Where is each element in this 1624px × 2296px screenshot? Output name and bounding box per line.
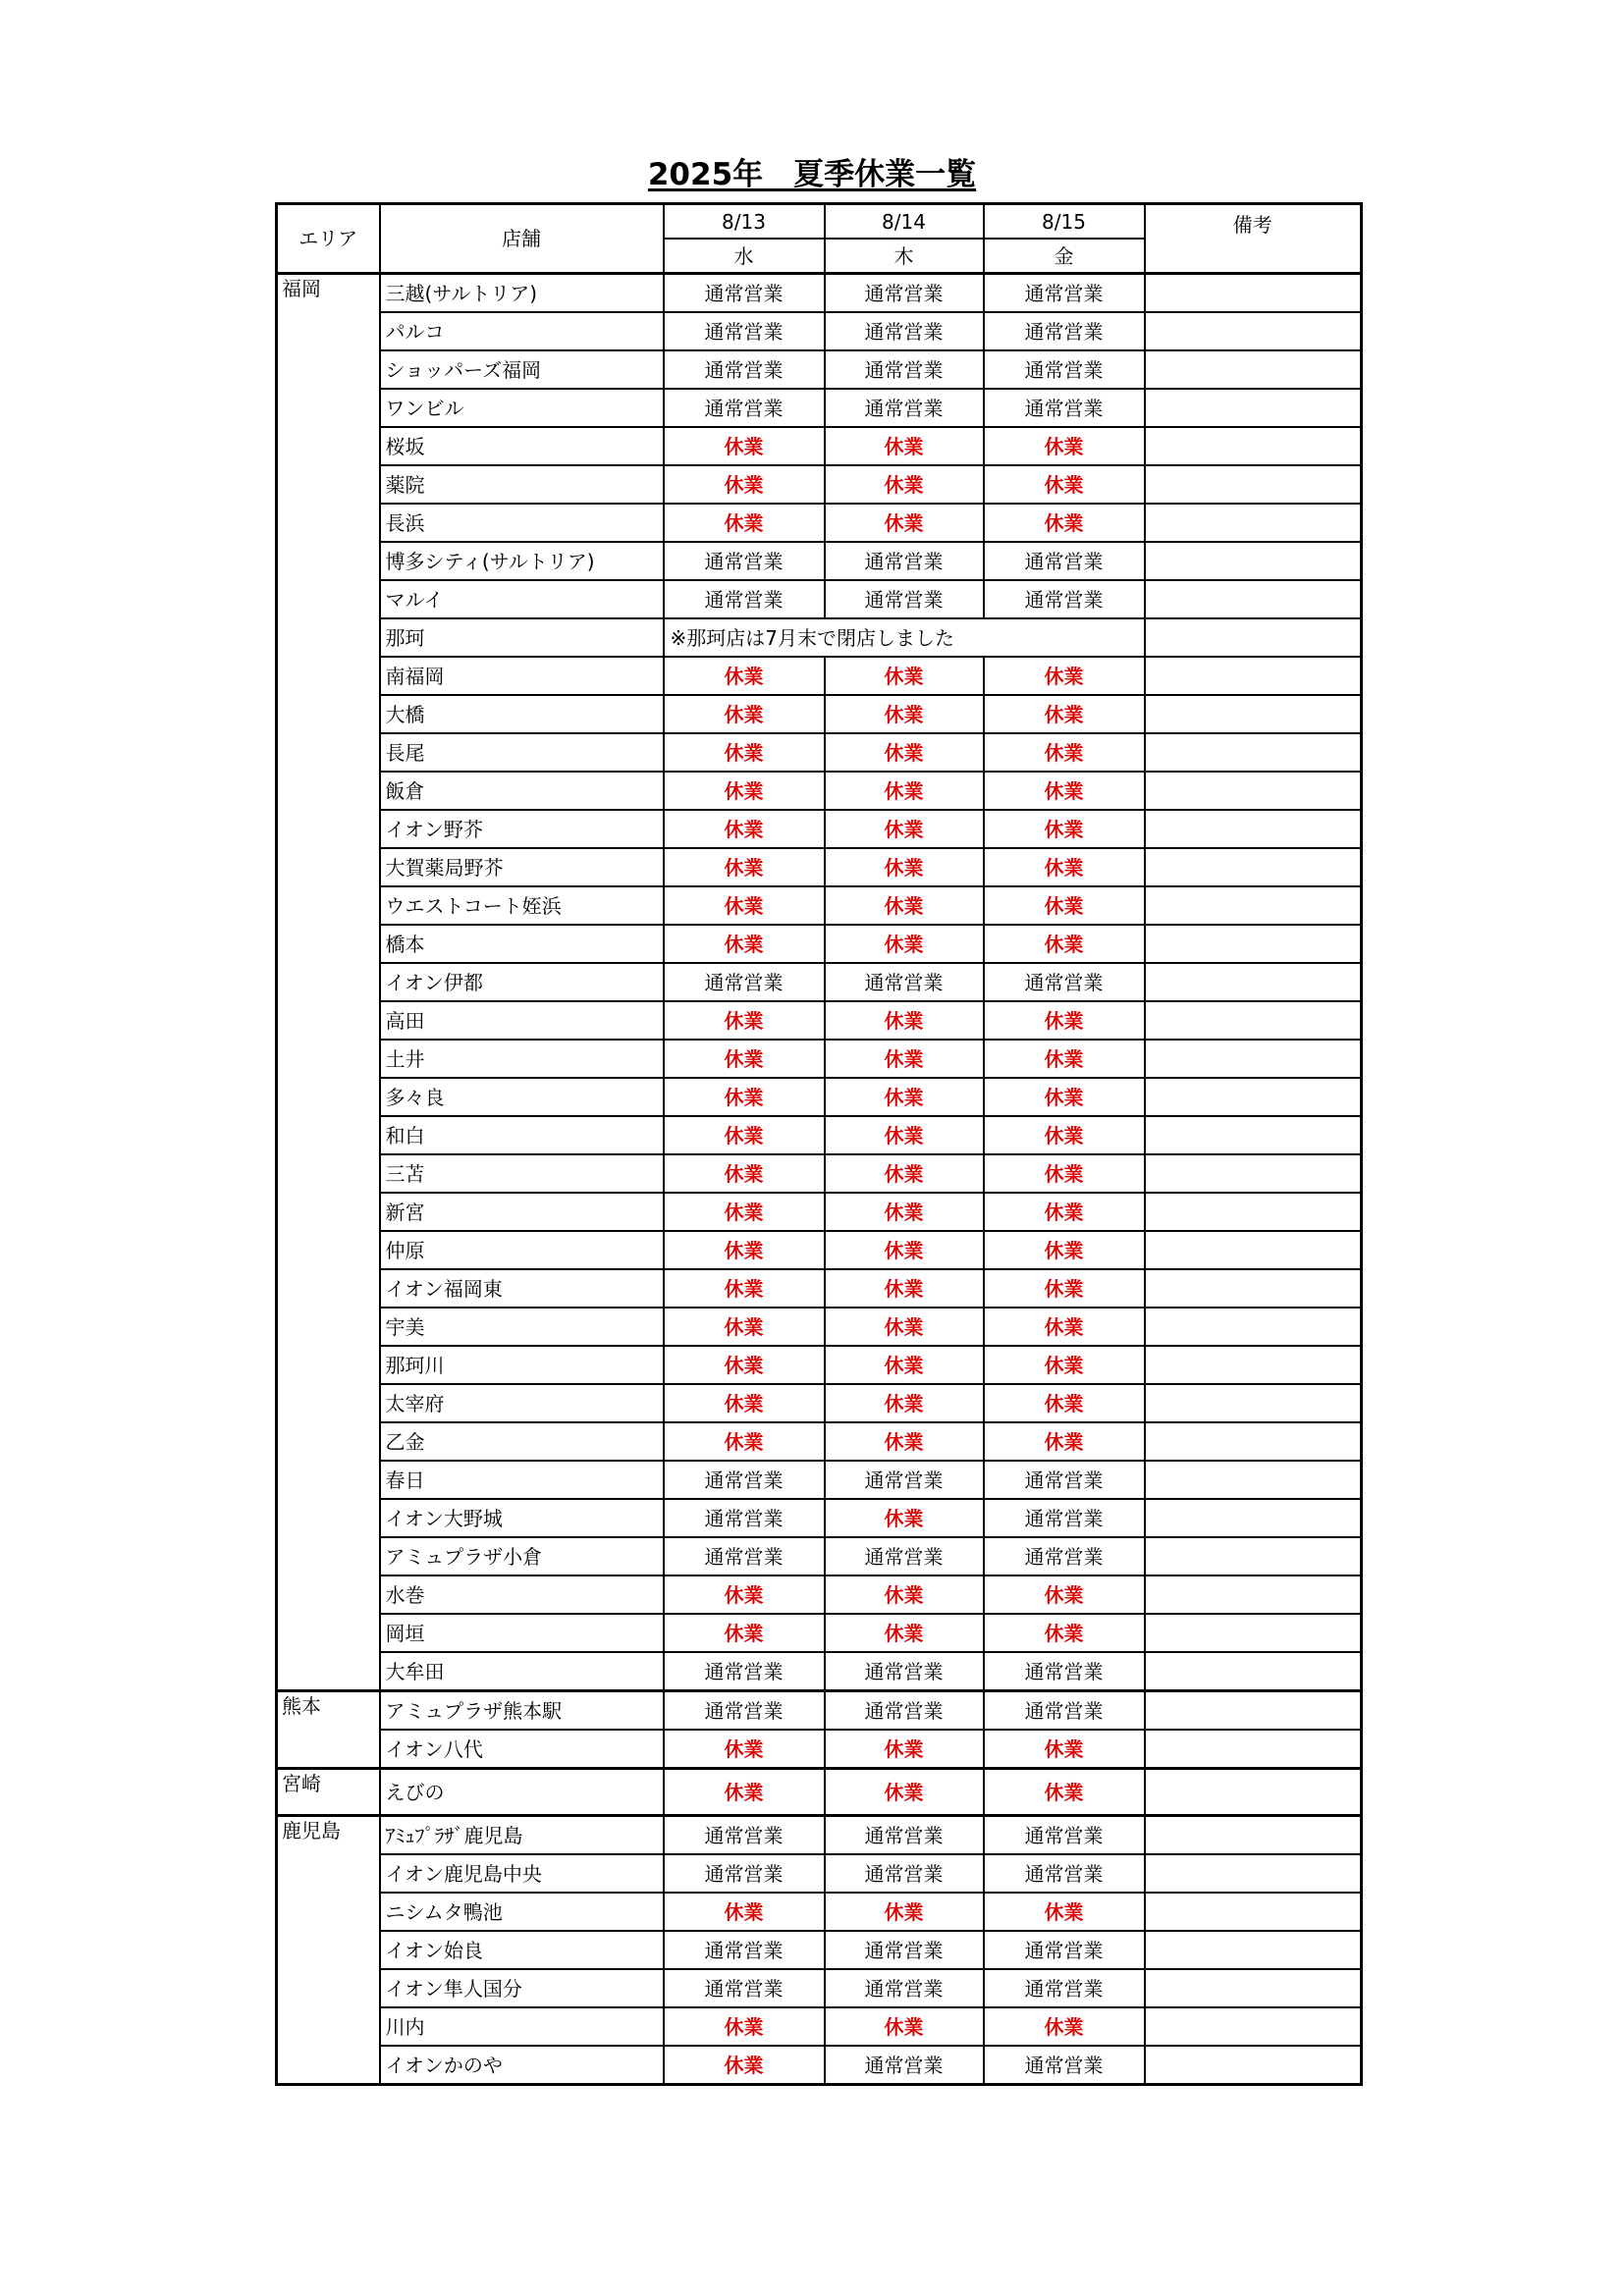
status-closed: 休業: [984, 772, 1145, 810]
status-closed: 休業: [825, 1575, 984, 1614]
table-row: [277, 810, 1362, 848]
status-open: 通常営業: [984, 2046, 1145, 2085]
status-closed: 休業: [664, 427, 825, 465]
table-row: [277, 312, 1362, 350]
status-open: 通常営業: [664, 1461, 825, 1499]
status-open: 通常営業: [825, 1461, 984, 1499]
status-open: 通常営業: [825, 1537, 984, 1575]
store-name: 春日: [380, 1461, 664, 1499]
store-name: ニシムタ鴨池: [380, 1893, 664, 1931]
table-row: [277, 1854, 1362, 1893]
status-closed: 休業: [664, 1040, 825, 1078]
table-row: [277, 504, 1362, 542]
status-closed: 休業: [984, 1769, 1145, 1816]
status-closed: 休業: [984, 848, 1145, 886]
status-closed: 休業: [825, 695, 984, 733]
store-name: 三越(サルトリア): [380, 274, 664, 313]
status-open: 通常営業: [984, 389, 1145, 427]
status-open: 通常営業: [664, 1537, 825, 1575]
store-name: ショッパーズ福岡: [380, 350, 664, 389]
status-closed: 休業: [664, 1384, 825, 1422]
remarks-cell: [1145, 1652, 1362, 1691]
status-closed: 休業: [825, 810, 984, 848]
status-open: 通常営業: [825, 312, 984, 350]
header-date: 8/13: [664, 204, 825, 240]
status-closed: 休業: [825, 657, 984, 695]
status-closed: 休業: [825, 772, 984, 810]
status-closed: 休業: [825, 1078, 984, 1116]
status-closed: 休業: [825, 733, 984, 772]
status-closed: 休業: [664, 1614, 825, 1652]
status-closed: 休業: [984, 733, 1145, 772]
table-row: [277, 1308, 1362, 1346]
table-row: [277, 580, 1362, 618]
remarks-cell: [1145, 886, 1362, 925]
store-name: パルコ: [380, 312, 664, 350]
remarks-cell: [1145, 618, 1362, 657]
remarks-cell: [1145, 1614, 1362, 1652]
status-open: 通常営業: [664, 274, 825, 313]
remarks-cell: [1145, 580, 1362, 618]
status-open: 通常営業: [664, 1931, 825, 1969]
status-open: 通常営業: [664, 389, 825, 427]
store-name: 太宰府: [380, 1384, 664, 1422]
table-row: [277, 1461, 1362, 1499]
remarks-cell: [1145, 1969, 1362, 2007]
store-name: えびの: [380, 1769, 664, 1816]
area-cell: 宮崎: [277, 1769, 380, 1816]
table-row: [277, 925, 1362, 963]
status-open: 通常営業: [825, 1816, 984, 1855]
status-open: 通常営業: [984, 1854, 1145, 1893]
table-row: [277, 1078, 1362, 1116]
status-open: 通常営業: [664, 1969, 825, 2007]
store-name: 橋本: [380, 925, 664, 963]
status-closed: 休業: [664, 848, 825, 886]
remarks-cell: [1145, 1346, 1362, 1384]
table-row: [277, 427, 1362, 465]
status-closed: 休業: [825, 1308, 984, 1346]
remarks-cell: [1145, 810, 1362, 848]
status-open: 通常営業: [825, 1652, 984, 1691]
status-open: 通常営業: [825, 1931, 984, 1969]
status-closed: 休業: [664, 1231, 825, 1269]
status-closed: 休業: [664, 886, 825, 925]
remarks-cell: [1145, 1691, 1362, 1731]
remarks-cell: [1145, 695, 1362, 733]
table-row: [277, 465, 1362, 504]
table-row: [277, 2007, 1362, 2046]
header-weekday: 金: [984, 239, 1145, 274]
status-open: 通常営業: [825, 580, 984, 618]
store-name: イオン野芥: [380, 810, 664, 848]
status-closed: 休業: [825, 1001, 984, 1040]
status-closed: 休業: [664, 1893, 825, 1931]
store-name: 多々良: [380, 1078, 664, 1116]
remarks-cell: [1145, 1269, 1362, 1308]
remarks-cell: [1145, 772, 1362, 810]
status-closed: 休業: [664, 810, 825, 848]
status-open: 通常営業: [825, 542, 984, 580]
status-closed: 休業: [825, 1384, 984, 1422]
status-closed: 休業: [664, 925, 825, 963]
status-closed: 休業: [825, 925, 984, 963]
store-name: イオン伊都: [380, 963, 664, 1001]
status-open: 通常営業: [984, 1816, 1145, 1855]
area-cell: 鹿児島: [277, 1816, 380, 2085]
status-closed: 休業: [825, 1614, 984, 1652]
status-closed: 休業: [984, 695, 1145, 733]
table-row: [277, 350, 1362, 389]
status-closed: 休業: [984, 810, 1145, 848]
header-date: 8/14: [825, 204, 984, 240]
header-weekday: 木: [825, 239, 984, 274]
table-row: [277, 1384, 1362, 1422]
status-open: 通常営業: [984, 1537, 1145, 1575]
status-open: 通常営業: [664, 1691, 825, 1731]
table-row: [277, 848, 1362, 886]
table-row: [277, 657, 1362, 695]
store-name: 薬院: [380, 465, 664, 504]
store-name: 大橋: [380, 695, 664, 733]
status-closed: 休業: [664, 772, 825, 810]
status-closed: 休業: [984, 1040, 1145, 1078]
status-closed: 休業: [664, 733, 825, 772]
header-weekday: 水: [664, 239, 825, 274]
status-closed: 休業: [664, 465, 825, 504]
status-open: 通常営業: [664, 350, 825, 389]
header-remarks: 備考: [1145, 204, 1362, 274]
remarks-cell: [1145, 1116, 1362, 1154]
status-closed: 休業: [984, 1384, 1145, 1422]
store-name: 那珂: [380, 618, 664, 657]
status-closed: 休業: [984, 1116, 1145, 1154]
store-name: ワンビル: [380, 389, 664, 427]
table-row: [277, 1231, 1362, 1269]
status-open: 通常営業: [984, 1499, 1145, 1537]
store-name: 桜坂: [380, 427, 664, 465]
store-name: アミュプラザ熊本駅: [380, 1691, 664, 1731]
status-open: 通常営業: [984, 350, 1145, 389]
status-closed: 休業: [984, 1308, 1145, 1346]
remarks-cell: [1145, 1078, 1362, 1116]
remarks-cell: [1145, 657, 1362, 695]
remarks-cell: [1145, 2046, 1362, 2085]
table-row: [277, 1040, 1362, 1078]
status-closed: 休業: [825, 1499, 984, 1537]
status-closed: 休業: [825, 1116, 984, 1154]
status-closed: 休業: [664, 657, 825, 695]
status-open: 通常営業: [825, 1969, 984, 2007]
status-closed: 休業: [984, 1231, 1145, 1269]
table-header: [277, 204, 1362, 274]
table-row: [277, 274, 1362, 313]
remarks-cell: [1145, 2007, 1362, 2046]
area-cell: 熊本: [277, 1691, 380, 1769]
status-open: 通常営業: [825, 389, 984, 427]
status-closed: 休業: [664, 1346, 825, 1384]
status-closed: 休業: [664, 1001, 825, 1040]
status-closed: 休業: [664, 504, 825, 542]
remarks-cell: [1145, 427, 1362, 465]
status-closed: 休業: [984, 504, 1145, 542]
page-title: [0, 149, 1624, 193]
status-closed: 休業: [664, 1269, 825, 1308]
closure-note: ※那珂店は7月末で閉店しました: [664, 618, 1145, 657]
status-closed: 休業: [825, 886, 984, 925]
status-closed: 休業: [825, 2007, 984, 2046]
status-closed: 休業: [825, 1040, 984, 1078]
table-row: [277, 1816, 1362, 1855]
status-open: 通常営業: [984, 963, 1145, 1001]
status-open: 通常営業: [984, 580, 1145, 618]
status-closed: 休業: [664, 1154, 825, 1193]
table-row: [277, 1614, 1362, 1652]
remarks-cell: [1145, 925, 1362, 963]
table-row: [277, 1346, 1362, 1384]
status-closed: 休業: [825, 1269, 984, 1308]
remarks-cell: [1145, 963, 1362, 1001]
status-open: 通常営業: [664, 963, 825, 1001]
store-name: 那珂川: [380, 1346, 664, 1384]
status-closed: 休業: [825, 1231, 984, 1269]
header-row-dates: [277, 204, 1362, 240]
remarks-cell: [1145, 1384, 1362, 1422]
store-name: 飯倉: [380, 772, 664, 810]
remarks-cell: [1145, 1854, 1362, 1893]
table-row: [277, 772, 1362, 810]
table-row: [277, 1931, 1362, 1969]
store-name: ウエストコート姪浜: [380, 886, 664, 925]
store-name: 岡垣: [380, 1614, 664, 1652]
status-closed: 休業: [984, 1575, 1145, 1614]
remarks-cell: [1145, 504, 1362, 542]
status-closed: 休業: [664, 2007, 825, 2046]
status-closed: 休業: [664, 2046, 825, 2085]
remarks-cell: [1145, 1537, 1362, 1575]
table-row: [277, 618, 1362, 657]
status-closed: 休業: [984, 1893, 1145, 1931]
table-row: [277, 1116, 1362, 1154]
status-closed: 休業: [664, 1116, 825, 1154]
store-name: 博多シティ(サルトリア): [380, 542, 664, 580]
status-closed: 休業: [984, 1001, 1145, 1040]
status-closed: 休業: [825, 1154, 984, 1193]
store-name: 大牟田: [380, 1652, 664, 1691]
store-name: 和白: [380, 1116, 664, 1154]
status-closed: 休業: [825, 1422, 984, 1461]
status-open: 通常営業: [984, 1969, 1145, 2007]
store-name: 大賀薬局野芥: [380, 848, 664, 886]
status-closed: 休業: [664, 1422, 825, 1461]
remarks-cell: [1145, 1231, 1362, 1269]
status-closed: 休業: [825, 1769, 984, 1816]
status-open: 通常営業: [825, 274, 984, 313]
status-closed: 休業: [825, 1730, 984, 1769]
remarks-cell: [1145, 1769, 1362, 1816]
table-row: [277, 733, 1362, 772]
status-open: 通常営業: [664, 1854, 825, 1893]
table-row: [277, 1499, 1362, 1537]
remarks-cell: [1145, 1422, 1362, 1461]
store-name: アミュプラザ小倉: [380, 1537, 664, 1575]
store-name: マルイ: [380, 580, 664, 618]
status-open: 通常営業: [825, 2046, 984, 2085]
status-closed: 休業: [984, 1269, 1145, 1308]
status-open: 通常営業: [825, 1691, 984, 1731]
store-name: ｱﾐｭﾌﾟﾗｻﾞ鹿児島: [380, 1816, 664, 1855]
status-open: 通常営業: [825, 1854, 984, 1893]
store-name: 宇美: [380, 1308, 664, 1346]
table-row: [277, 1691, 1362, 1731]
remarks-cell: [1145, 350, 1362, 389]
status-open: 通常営業: [984, 1931, 1145, 1969]
remarks-cell: [1145, 542, 1362, 580]
remarks-cell: [1145, 1154, 1362, 1193]
store-name: 長尾: [380, 733, 664, 772]
remarks-cell: [1145, 274, 1362, 313]
table-row: [277, 1969, 1362, 2007]
status-closed: 休業: [984, 657, 1145, 695]
store-name: イオン八代: [380, 1730, 664, 1769]
status-open: 通常営業: [664, 1816, 825, 1855]
table-row: [277, 542, 1362, 580]
remarks-cell: [1145, 848, 1362, 886]
status-closed: 休業: [825, 504, 984, 542]
status-closed: 休業: [984, 925, 1145, 963]
remarks-cell: [1145, 733, 1362, 772]
status-open: 通常営業: [984, 312, 1145, 350]
status-closed: 休業: [984, 1154, 1145, 1193]
remarks-cell: [1145, 465, 1362, 504]
table-row: [277, 1193, 1362, 1231]
store-name: イオン隼人国分: [380, 1969, 664, 2007]
status-closed: 休業: [664, 1308, 825, 1346]
table-row: [277, 1269, 1362, 1308]
status-closed: 休業: [984, 1193, 1145, 1231]
status-closed: 休業: [984, 1422, 1145, 1461]
store-name: イオン大野城: [380, 1499, 664, 1537]
status-open: 通常営業: [664, 312, 825, 350]
status-closed: 休業: [664, 695, 825, 733]
closure-table: [275, 202, 1363, 2086]
table-row: [277, 1575, 1362, 1614]
remarks-cell: [1145, 312, 1362, 350]
remarks-cell: [1145, 1575, 1362, 1614]
remarks-cell: [1145, 1730, 1362, 1769]
status-open: 通常営業: [984, 542, 1145, 580]
remarks-cell: [1145, 1816, 1362, 1855]
area-cell: 福岡: [277, 274, 380, 1691]
table-row: [277, 963, 1362, 1001]
status-closed: 休業: [825, 427, 984, 465]
status-closed: 休業: [984, 427, 1145, 465]
remarks-cell: [1145, 1461, 1362, 1499]
store-name: 水巻: [380, 1575, 664, 1614]
status-closed: 休業: [664, 1575, 825, 1614]
remarks-cell: [1145, 1193, 1362, 1231]
status-open: 通常営業: [664, 1499, 825, 1537]
status-closed: 休業: [825, 1346, 984, 1384]
status-open: 通常営業: [825, 350, 984, 389]
table-body: [277, 274, 1362, 2085]
table-row: [277, 1769, 1362, 1816]
table-row: [277, 1652, 1362, 1691]
remarks-cell: [1145, 1931, 1362, 1969]
status-closed: 休業: [664, 1078, 825, 1116]
table-row: [277, 1893, 1362, 1931]
store-name: 川内: [380, 2007, 664, 2046]
status-closed: 休業: [984, 886, 1145, 925]
status-closed: 休業: [984, 1614, 1145, 1652]
store-name: 仲原: [380, 1231, 664, 1269]
table-row: [277, 1422, 1362, 1461]
table-row: [277, 1154, 1362, 1193]
status-closed: 休業: [984, 1078, 1145, 1116]
status-open: 通常営業: [984, 1461, 1145, 1499]
remarks-cell: [1145, 389, 1362, 427]
remarks-cell: [1145, 1893, 1362, 1931]
header-store: 店舗: [380, 204, 664, 274]
status-closed: 休業: [984, 2007, 1145, 2046]
status-open: 通常営業: [825, 963, 984, 1001]
status-closed: 休業: [984, 1730, 1145, 1769]
store-name: 新宮: [380, 1193, 664, 1231]
table-row: [277, 389, 1362, 427]
status-open: 通常営業: [984, 1691, 1145, 1731]
header-area: エリア: [277, 204, 380, 274]
status-closed: 休業: [825, 848, 984, 886]
status-closed: 休業: [825, 1193, 984, 1231]
status-open: 通常営業: [984, 1652, 1145, 1691]
status-open: 通常営業: [664, 1652, 825, 1691]
remarks-cell: [1145, 1001, 1362, 1040]
table-row: [277, 1001, 1362, 1040]
store-name: イオン福岡東: [380, 1269, 664, 1308]
store-name: 乙金: [380, 1422, 664, 1461]
status-closed: 休業: [825, 1893, 984, 1931]
status-closed: 休業: [984, 1346, 1145, 1384]
store-name: 南福岡: [380, 657, 664, 695]
store-name: イオンかのや: [380, 2046, 664, 2085]
header-date: 8/15: [984, 204, 1145, 240]
remarks-cell: [1145, 1040, 1362, 1078]
table-row: [277, 1730, 1362, 1769]
status-open: 通常営業: [984, 274, 1145, 313]
table-row: [277, 2046, 1362, 2085]
store-name: イオン始良: [380, 1931, 664, 1969]
status-closed: 休業: [664, 1193, 825, 1231]
remarks-cell: [1145, 1308, 1362, 1346]
status-closed: 休業: [664, 1769, 825, 1816]
store-name: イオン鹿児島中央: [380, 1854, 664, 1893]
table-row: [277, 695, 1362, 733]
store-name: 長浜: [380, 504, 664, 542]
remarks-cell: [1145, 1499, 1362, 1537]
page-title-text: 2025年 夏季休業一覧: [647, 157, 977, 192]
table-row: [277, 1537, 1362, 1575]
store-name: 高田: [380, 1001, 664, 1040]
status-closed: 休業: [984, 465, 1145, 504]
store-name: 三苫: [380, 1154, 664, 1193]
table-row: [277, 886, 1362, 925]
status-closed: 休業: [664, 1730, 825, 1769]
status-closed: 休業: [825, 465, 984, 504]
status-open: 通常営業: [664, 580, 825, 618]
store-name: 土井: [380, 1040, 664, 1078]
status-open: 通常営業: [664, 542, 825, 580]
